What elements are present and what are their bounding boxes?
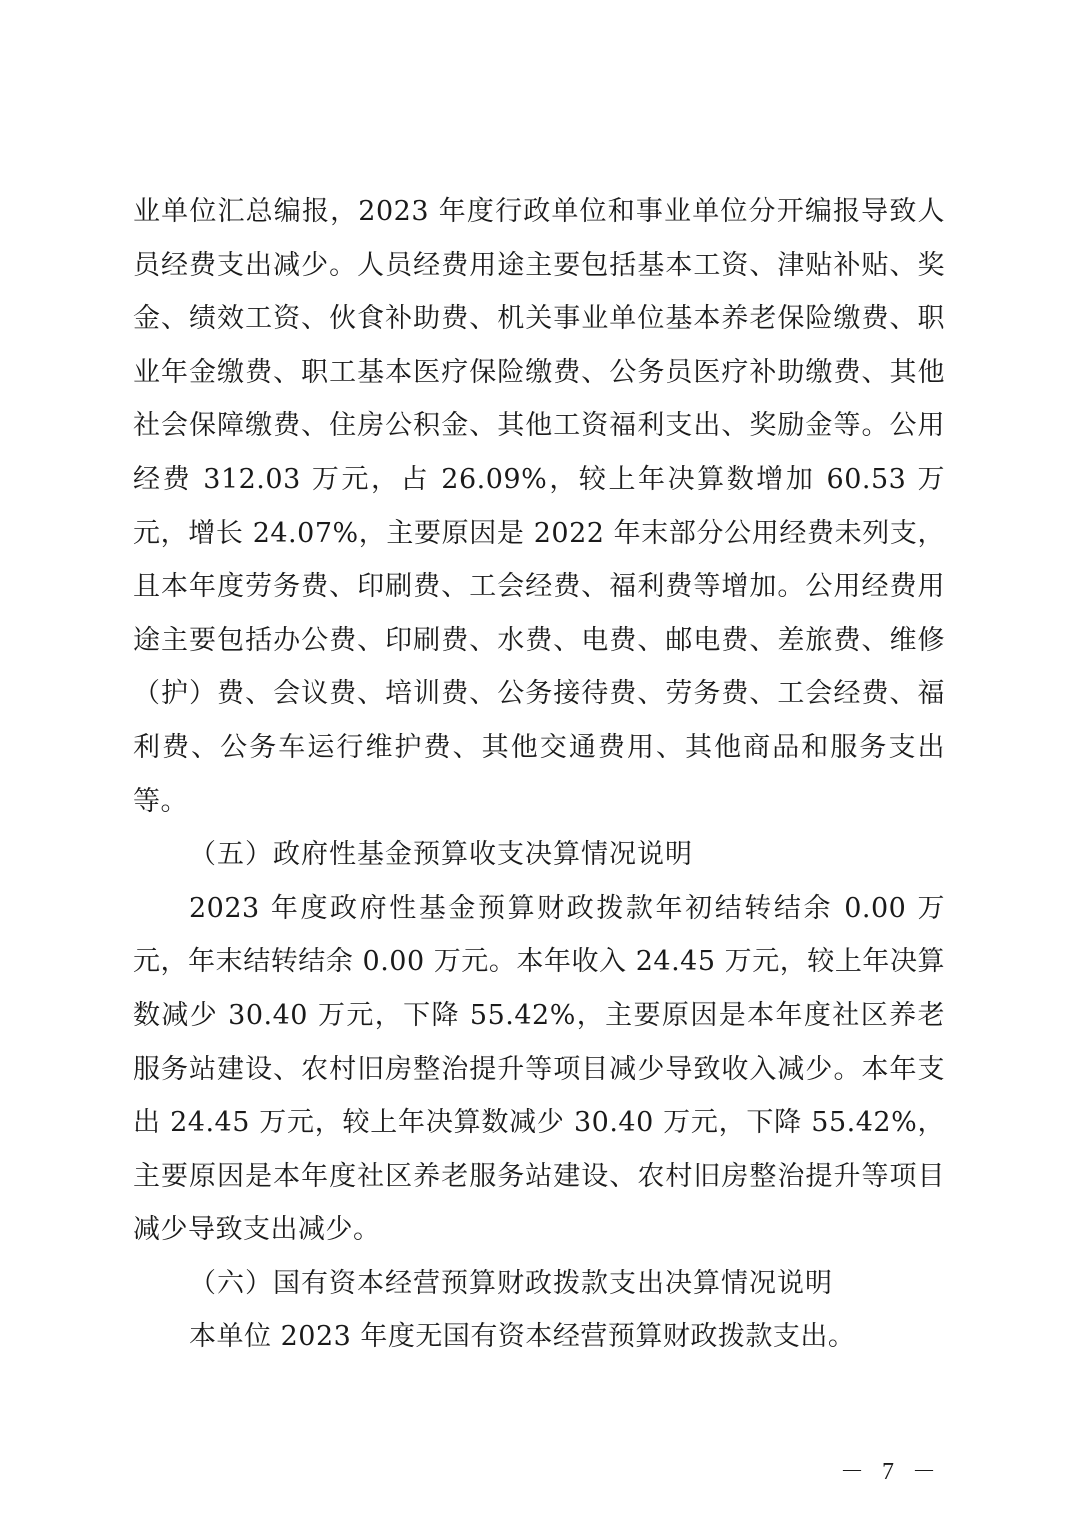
page-number: － 7 － (840, 1459, 942, 1485)
paragraph-personnel-and-public-expenses: 业单位汇总编报，2023 年度行政单位和事业单位分开编报导致人员经费支出减少。人员经费用途主要包括基本工资、津贴补贴、奖金、绩效工资、伙食补助费、机关事业单位基本养老保险缴费、职业年金缴费、职工基本医疗保险缴费、公务员医疗补助缴费、其他社会保障缴费、住房公积金、其他工资福利支出、奖励金等。公用经费 312.03 万元，占 26.09%，较上年决算数增加 60.53 万元，增长 24.07%，主要原因是 2022 年末部分公用经费未列支，且本年度劳务费、印刷费、工会经费、福利费等增加。公用经费用途主要包括办公费、印刷费、水费、电费、邮电费、差旅费、维修（护）费、会议费、培训费、公务接待费、劳务费、工会经费、福利费、公务车运行维护费、其他交通费用、其他商品和服务支出等。 (133, 196, 945, 817)
section-6-heading: （六）国有资本经营预算财政拨款支出决算情况说明 (189, 1267, 833, 1299)
section-5-heading: （五）政府性基金预算收支决算情况说明 (189, 839, 693, 871)
section-6-body: 本单位 2023 年度无国有资本经营预算财政拨款支出。 (189, 1321, 856, 1353)
document-page (133, 185, 945, 1364)
section-5-body: 2023 年度政府性基金预算财政拨款年初结转结余 0.00 万元，年末结转结余 0.00 万元。本年收入 24.45 万元，较上年决算数减少 30.40 万元，下降 55.42%，主要原因是本年度社区养老服务站建设、农村旧房整治提升等项目减少导致收入减少。本年支出 24.45 万元，较上年决算数减少 30.40 万元，下降 55.42%，主要原因是本年度社区养老服务站建设、农村旧房整治提升等项目减少导致支出减少。 (133, 892, 945, 1246)
